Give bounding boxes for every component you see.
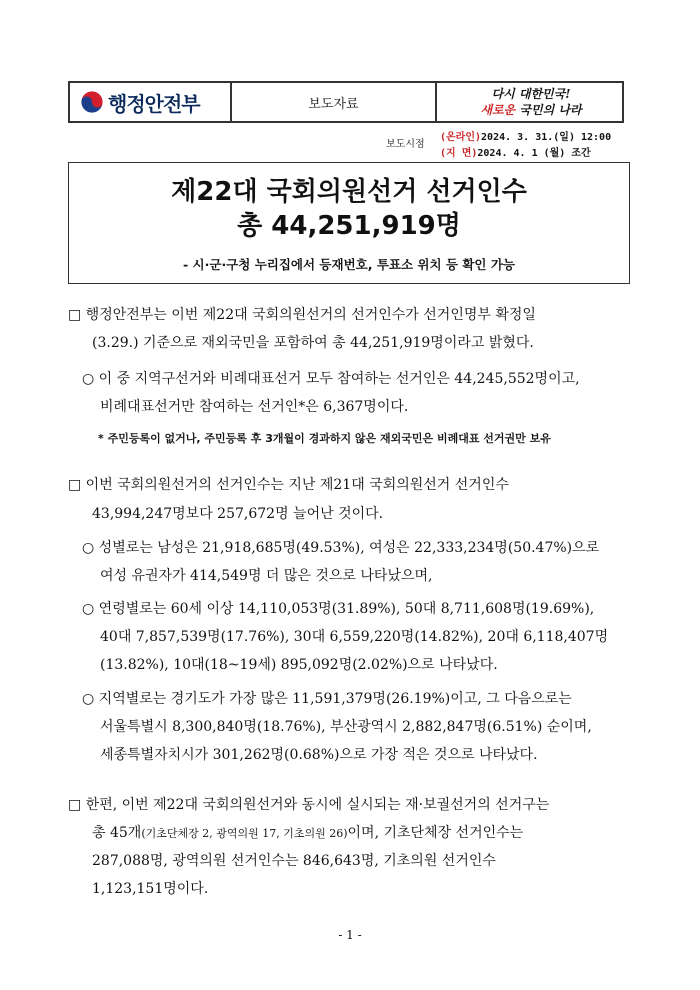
government-emblem-icon [80,90,104,114]
paragraph-2b-line-3: (13.82%), 10대(18~19세) 895,092명(2.02%)으로 나타났다. [100,657,498,673]
government-slogan [438,86,624,118]
paragraph-2b-line-1: ○ 연령별로는 60세 이상 14,110,053명(31.89%), 50대 8,711,608명(19.69%), [82,601,595,617]
headline-box [68,162,630,284]
document-type: 보도자료 [308,97,359,112]
paragraph-1-line-2: (3.29.) 기준으로 재외국민을 포함하여 총 44,251,919명이라고 밝혔다. [92,335,534,351]
headline-title: 제22대 국회의원선거 선거인수 [171,177,527,207]
paragraph-3-line-3: 287,088명, 광역의원 선거인수는 846,643명, 기초의원 선거인수 [92,853,496,869]
paragraph-1-line-1: □ 행정안전부는 이번 제22대 국회의원선거의 선거인수가 선거인명부 확정일 [68,307,536,323]
release-online: (온라인)2024. 3. 31.(일) 12:00 [440,132,612,143]
paragraph-2a-line-2: 여성 유권자가 414,549명 더 많은 것으로 나타났으며, [100,568,433,584]
ministry-logo-text: 행정안전부 [108,92,200,116]
paragraph-1a-line-1: ○ 이 중 지역구선거와 비례대표선거 모두 참여하는 선거인은 44,245,552명이고, [82,371,580,387]
headline-total: 총 44,251,919명 [237,211,461,241]
paragraph-2c-line-1: ○ 지역별로는 경기도가 가장 많은 11,591,379명(26.19%)이고, 그 다음으로는 [82,691,572,707]
release-print: (지 면)2024. 4. 1 (월) 조간 [440,148,591,159]
release-time-label: 보도시점 [386,139,425,150]
slogan-line-1: 다시 대한민국! [491,87,571,101]
footnote: * 주민등록이 없거나, 주민등록 후 3개월이 경과하지 않은 재외국민은 비례대표 선거권만 보유 [98,432,551,445]
page-number: - 1 - [338,928,362,942]
header-divider [435,83,437,121]
paragraph-1a-line-2: 비례대표선거만 참여하는 선거인*은 6,367명이다. [100,399,409,415]
paragraph-2a-line-1: ○ 성별로는 남성은 21,918,685명(49.53%), 여성은 22,333,234명(50.47%)으로 [82,540,600,556]
paragraph-3-line-4: 1,123,151명이다. [92,881,209,897]
paragraph-2c-line-2: 서울특별시 8,300,840명(18.76%), 부산광역시 2,882,847명(6.51%) 순이며, [100,719,592,735]
paragraph-3-line-2: 총 45개(기초단체장 2, 광역의원 17, 기초의원 26)이며, 기초단체장 선거인수는 [92,825,524,841]
paragraph-2b-line-2: 40대 7,857,539명(17.76%), 30대 6,559,220명(14.82%), 20대 6,118,407명 [100,629,609,645]
paragraph-2-line-2: 43,994,247명보다 257,672명 늘어난 것이다. [92,506,384,522]
headline-subtitle: - 시·군·구청 누리집에서 등재번호, 투표소 위치 등 확인 가능 [183,257,515,272]
press-header [68,81,624,123]
paragraph-3-line-1: □ 한편, 이번 제22대 국회의원선거와 동시에 실시되는 재·보궐선거의 선거구는 [68,797,550,813]
slogan-line-2: 새로운 국민의 나라 [480,103,582,117]
paragraph-2-line-1: □ 이번 국회의원선거의 선거인수는 지난 제21대 국회의원선거 선거인수 [68,477,509,493]
paragraph-2c-line-3: 세종특별자치시가 301,262명(0.68%)으로 가장 적은 것으로 나타났다. [100,747,538,763]
